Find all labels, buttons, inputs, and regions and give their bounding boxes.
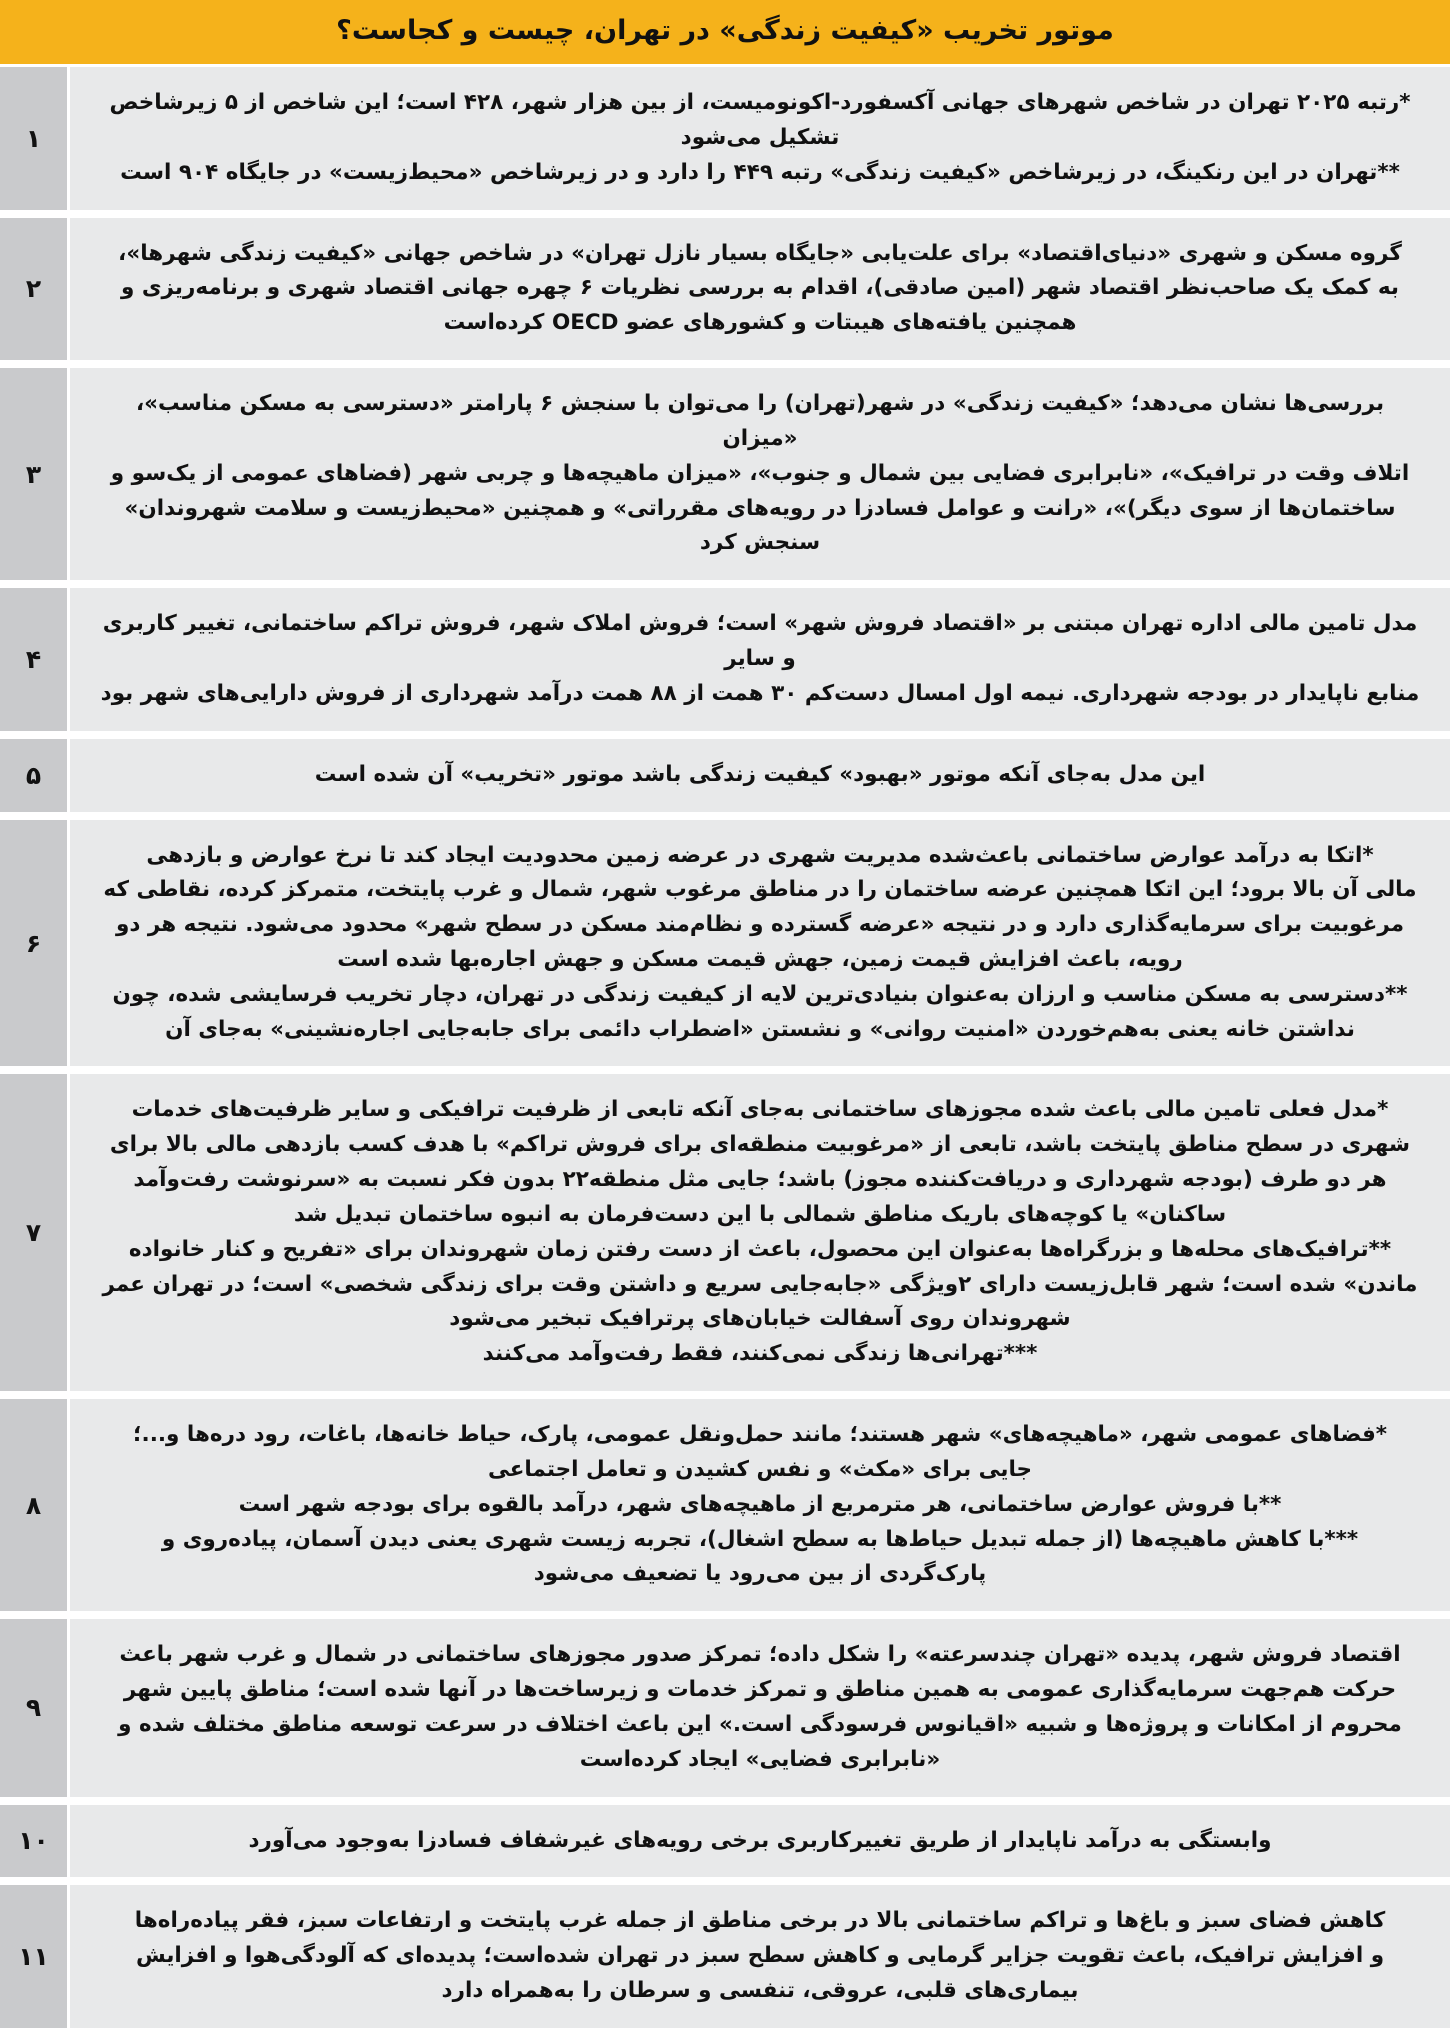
row-text-cell: [70, 1399, 1450, 1611]
table-row: [0, 1802, 1450, 1878]
row-number-cell: ۸: [0, 1399, 70, 1611]
row-text-line: *مدل فعلی تامین مالی باعث شده مجوزهای ساختمانی به‌جای آنکه تابعی از ظرفیت ترافیکی و سایر ظرفیت‌های خدمات: [131, 1097, 1389, 1123]
row-text-line: اقتصاد فروش شهر، پدیده «تهران چندسرعته» را شکل داده؛ تمرکز صدور مجوزهای ساختمانی در شمال و غرب شهر باعث: [119, 1642, 1401, 1668]
row-text-line: شهری در سطح مناطق پایتخت باشد، تابعی از «مرغوبیت منطقه‌ای برای فروش تراکم» با هدف کسب بازدهی مالی بالا برای: [109, 1132, 1411, 1158]
row-text-line: اتلاف وقت در ترافیک»، «نابرابری فضایی بین شمال و جنوب»، «میزان ماهیچه‌ها و چربی شهر (فضاهای عمومی از یک‌سو و: [110, 460, 1410, 486]
table-row: [0, 1071, 1450, 1391]
table-row: [0, 215, 1450, 360]
row-text-line: هر دو طرف (بودجه شهرداری و دریافت‌کننده مجوز) باشد؛ جایی مثل منطقه۲۲ بدون فکر نسبت به «سرنوشت رفت‌وآمد: [133, 1167, 1387, 1193]
row-text-line: همچنین یافته‌های هیبتات و کشورهای عضو OECD کرده‌است: [443, 310, 1077, 336]
row-text-line: **دسترسی به مسکن مناسب و ارزان به‌عنوان بنیادی‌ترین لایه از کیفیت زندگی در تهران، دچار تخریب فرسایشی شده، چون: [112, 981, 1408, 1007]
row-text-line: حرکت هم‌جهت سرمایه‌گذاری عمومی به همین مناطق و تمرکز خدمات و زیرساخت‌ها در آنها شده است؛ مناطق پایین شهر: [123, 1677, 1397, 1703]
row-text-line: محروم از امکانات و پروژه‌ها و شبیه «اقیانوس فرسودگی است.» این باعث اختلاف در سرعت توسعه مناطق مختلف شده و: [118, 1711, 1402, 1737]
table-row: [0, 365, 1450, 580]
table-row: [0, 1396, 1450, 1611]
table-row: [0, 585, 1450, 730]
row-text-cell: [70, 739, 1450, 812]
row-number-cell: ۱: [0, 67, 70, 209]
row-text-line: این مدل به‌جای آنکه موتور «بهبود» کیفیت زندگی باشد موتور «تخریب» آن شده است: [314, 761, 1206, 787]
row-text-line: ساکنان» یا کوچه‌های باریک مناطق شمالی با این دست‌فرمان به انبوه ساختمان تبدیل شد: [293, 1201, 1227, 1227]
row-text-line: ساختمان‌ها از سوی دیگر)»، «رانت و عوامل فسادزا در رویه‌های مقرراتی» و همچنین «محیط‌زیست و سلامت شهروندان»: [124, 495, 1396, 521]
row-text-cell: [70, 820, 1450, 1067]
row-text-line: *رتبه ۲۰۲۵ تهران در شاخص شهرهای جهانی آکسفورد-اکونومیست، از بین هزار شهر، ۴۲۸ است؛ این شاخص از ۵ زیرشاخص: [109, 90, 1411, 116]
row-text-line: **تهران در این رنکینگ، در زیرشاخص «کیفیت زندگی» رتبه ۴۴۹ را دارد و در زیرشاخص «محیط‌زیست» در جایگاه ۹۰۴ است: [120, 159, 1400, 185]
row-text-line: مدل تامین مالی اداره تهران مبتنی بر «اقتصاد فروش شهر» است؛ فروش املاک شهر، فروش تراکم ساختمانی، تغییر کاربری و سایر: [102, 611, 1418, 672]
row-number-cell: ۶: [0, 820, 70, 1067]
row-text-line: کاهش فضای سبز و باغ‌ها و تراکم ساختمانی بالا در برخی مناطق از جمله غرب پایتخت و ارتفاعات سبز، فقر پیاده‌راه‌ها: [134, 1908, 1386, 1934]
row-text-line: سنجش کرد: [699, 530, 821, 556]
table-row: [0, 736, 1450, 812]
row-number-cell: ۳: [0, 368, 70, 580]
row-text-line: پارک‌گردی از بین می‌رود یا تضعیف می‌شود: [533, 1561, 987, 1587]
row-text-line: شهروندان روی آسفالت خیابان‌های پرترافیک تبخیر می‌شود: [449, 1306, 1071, 1332]
row-text-line: **ترافیک‌های محله‌ها و بزرگراه‌ها به‌عنوان این محصول، باعث از دست رفتن زمان شهروندان برای «تفریح و کنار خانواده: [128, 1236, 1392, 1262]
row-text-line: نداشتن خانه یعنی به‌هم‌خوردن «امنیت روانی» و نشستن «اضطراب دائمی برای جابه‌جایی اجاره‌نشینی» به‌جای آن: [165, 1016, 1355, 1042]
row-text-line: مالی آن بالا برود؛ این اتکا همچنین عرضه ساختمان را در مناطق مرغوب شهر، شمال و غرب پایتخت، متمرکز کرده، نقاطی که: [103, 877, 1417, 903]
row-text-line: جایی برای «مکث» و نفس کشیدن و تعامل اجتماعی: [487, 1456, 1033, 1482]
content-table: [0, 64, 1450, 2028]
table-row: [0, 1616, 1450, 1796]
row-text-line: و افزایش ترافیک، باعث تقویت جزایر گرمایی و کاهش سطح سبز در تهران شده‌است؛ پدیده‌ای که آلودگی‌هوا و افزایش: [135, 1943, 1385, 1969]
row-text-cell: [70, 218, 1450, 360]
row-text-line: به کمک یک صاحب‌نظر اقتصاد شهر (امین صادقی)، اقدام به بررسی نظریات ۶ چهره جهانی اقتصاد شهری و برنامه‌ریزی و: [121, 275, 1399, 301]
row-text-line: وابستگی به درآمد ناپایدار از طریق تغییرکاربری برخی رویه‌های غیرشفاف فسادزا به‌وجود می‌آورد: [248, 1827, 1272, 1853]
row-text-line: ماندن» شده است؛ شهر قابل‌زیست دارای ۲ویژگی «جابه‌جایی سریع و داشتن وقت برای زندگی شخصی» است؛ در تهران عمر: [102, 1271, 1418, 1297]
table-row: [0, 64, 1450, 209]
row-text-cell: [70, 67, 1450, 209]
row-text-line: منابع ناپایدار در بودجه شهرداری. نیمه اول امسال دست‌کم ۳۰ همت از ۸۸ همت درآمد شهرداری از فروش دارایی‌های شهر بود: [100, 680, 1420, 706]
row-number-cell: ۹: [0, 1619, 70, 1796]
row-text-cell: [70, 588, 1450, 730]
row-text-line: *اتکا به درآمد عوارض ساختمانی باعث‌شده مدیریت شهری در عرضه زمین محدودیت ایجاد کند تا نرخ عوارض و بازدهی: [146, 842, 1374, 868]
row-text-line: بررسی‌ها نشان می‌دهد؛ «کیفیت زندگی» در شهر(تهران) را می‌توان با سنجش ۶ پارامتر «دسترسی به مسکن مناسب»، «میزان: [135, 391, 1385, 451]
row-number-cell: ۱۰: [0, 1805, 70, 1878]
row-text-cell: [70, 1619, 1450, 1796]
row-text-line: ***با کاهش ماهیچه‌ها (از جمله تبدیل حیاط‌ها به سطح اشغال)، تجربه زیست شهری یعنی دیدن آسمان، پیاده‌روی و: [161, 1526, 1359, 1552]
row-text-line: بیماری‌های قلبی، عروقی، تنفسی و سرطان را به‌همراه دارد: [441, 1978, 1079, 2004]
row-text-line: «نابرابری فضایی» ایجاد کرده‌است: [579, 1746, 941, 1772]
row-text-line: *فضاهای عمومی شهر، «ماهیچه‌های» شهر هستند؛ مانند حمل‌ونقل عمومی، پارک، حیاط خانه‌ها، باغات، رود دره‌ها و...؛: [132, 1422, 1388, 1448]
row-number-cell: ۲: [0, 218, 70, 360]
row-text-cell: [70, 368, 1450, 580]
table-row: [0, 1882, 1450, 2027]
row-number-cell: ۷: [0, 1074, 70, 1391]
page-title: موتور تخریب «کیفیت زندگی» در تهران، چیست و کجاست؟: [336, 15, 1114, 46]
row-text-cell: [70, 1805, 1450, 1878]
row-text-line: رویه، باعث افزایش قیمت زمین، جهش قیمت مسکن و جهش اجاره‌بها شده است: [337, 947, 1183, 972]
row-text-cell: [70, 1885, 1450, 2027]
row-text-line: مرغوبیت برای سرمایه‌گذاری دارد و در نتیجه «عرضه گسترده و نظام‌مند مسکن در سطح شهر» محدود می‌شود. نتیجه هر دو: [115, 912, 1405, 938]
table-row: [0, 817, 1450, 1067]
row-text-line: گروه مسکن و شهری «دنیای‌اقتصاد» برای علت‌یابی «جایگاه بسیار نازل تهران» در شاخص جهانی «کیفیت زندگی شهرها»،: [118, 240, 1402, 266]
row-text-cell: [70, 1074, 1450, 1391]
header-banner: [0, 0, 1450, 64]
row-number-cell: ۱۱: [0, 1885, 70, 2027]
row-text-line: **با فروش عوارض ساختمانی، هر مترمربع از ماهیچه‌های شهر، درآمد بالقوه برای بودجه شهر است: [238, 1491, 1282, 1517]
row-text-line: ***تهرانی‌ها زندگی نمی‌کنند، فقط رفت‌وآمد می‌کنند: [482, 1341, 1038, 1367]
row-number-cell: ۴: [0, 588, 70, 730]
row-number-cell: ۵: [0, 739, 70, 812]
row-text-line: تشکیل می‌شود: [680, 124, 840, 150]
